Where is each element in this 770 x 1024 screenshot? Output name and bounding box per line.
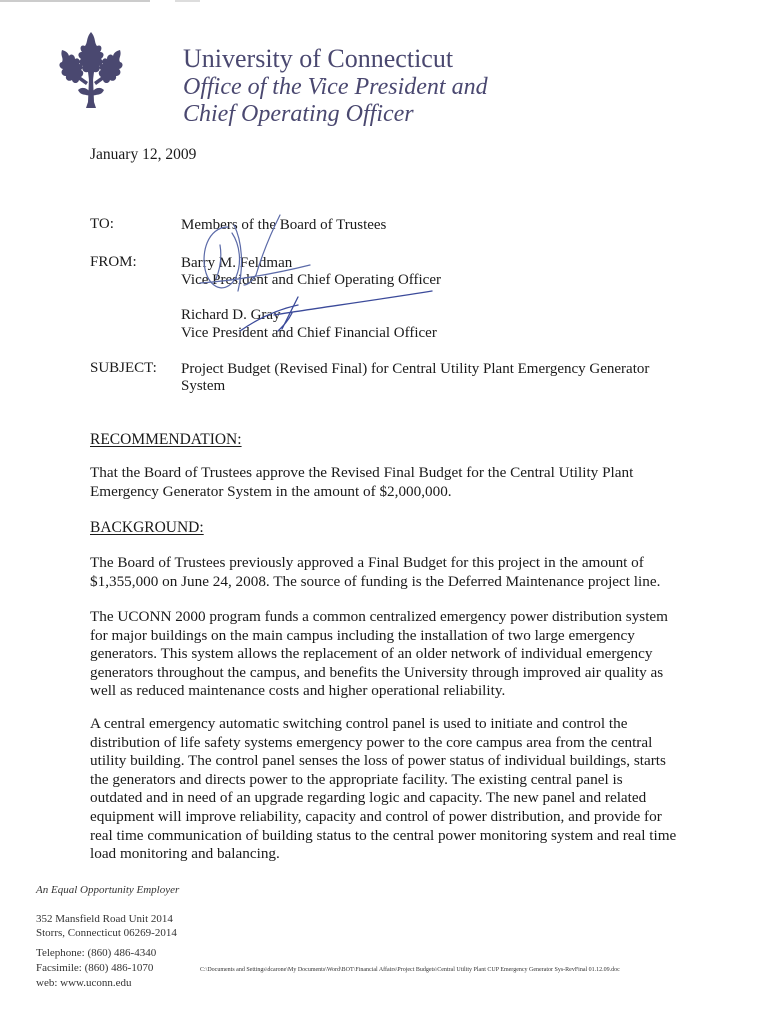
- from-name-2: Richard D. Gray: [181, 307, 281, 323]
- paragraph-line: The UCONN 2000 program funds a common centralized emergency power distribution system: [90, 608, 668, 625]
- paragraph-line: the generators and directs power to the appropriate facility. The existing central panel is: [90, 770, 623, 788]
- letterhead: [183, 44, 488, 128]
- paragraph-line: load monitoring and balancing.: [90, 845, 280, 863]
- subject-line-1: Project Budget (Revised Final) for Central Utility Plant Emergency Generator: [181, 361, 650, 377]
- address-line-2: Storrs, Connecticut 06269-2014: [36, 927, 177, 939]
- paragraph-line: well as reduced maintenance costs and higher operational reliability.: [90, 682, 506, 700]
- from-title-2: Vice President and Chief Financial Officer: [181, 325, 437, 341]
- background-heading: BACKGROUND:: [90, 519, 204, 536]
- memo-date: January 12, 2009: [90, 146, 197, 163]
- website: web: www.uconn.edu: [36, 977, 132, 989]
- from-label: FROM:: [90, 254, 137, 270]
- office-name-line2: Chief Operating Officer: [183, 101, 414, 127]
- equal-opportunity-tagline: An Equal Opportunity Employer: [36, 884, 180, 896]
- paragraph-line: Emergency Generator System in the amount of $2,000,000.: [90, 482, 452, 500]
- paragraph-line: $1,355,000 on June 24, 2008. The source of funding is the Deferred Maintenance project line.: [90, 572, 661, 590]
- address-line-1: 352 Mansfield Road Unit 2014: [36, 913, 173, 925]
- recommendation-heading: RECOMMENDATION:: [90, 431, 242, 448]
- paragraph-line: generators. This system allows the replacement of an older network of individual emergency: [90, 645, 653, 663]
- from-title-1: Vice President and Chief Operating Officer: [181, 272, 441, 288]
- subject-label: SUBJECT:: [90, 360, 157, 376]
- recommendation-paragraph: [90, 464, 690, 501]
- background-paragraph-3: [90, 715, 690, 864]
- paragraph-line: for major buildings on the main campus including the installation of two large emergency: [90, 626, 635, 644]
- paragraph-line: outdated and in need of an upgrade regarding logic and capacity. The new panel and related: [90, 789, 647, 807]
- telephone: Telephone: (860) 486-4340: [36, 947, 157, 959]
- university-name: University of Connecticut: [183, 44, 454, 73]
- scan-edge: [0, 0, 770, 3]
- paragraph-line: A central emergency automatic switching control panel is used to initiate and control the: [90, 715, 628, 732]
- to-label: TO:: [90, 216, 114, 232]
- document-file-path: C:\Documents and Settings\dcarone\My Documents\Word\BOT\Financial Affairs\Project Budgets\Central Utility Plant CUP Emergency Generator Sys-RevFinal 01.12.09.doc: [200, 967, 620, 973]
- paragraph-line: equipment will improve reliability, capacity and control of power distribution, and provide for: [90, 807, 662, 825]
- paragraph-line: That the Board of Trustees approve the Revised Final Budget for the Central Utility Plant: [90, 464, 634, 481]
- paragraph-line: generators throughout the campus, and benefits the University through improved air quality as: [90, 663, 664, 681]
- paragraph-line: The Board of Trustees previously approved a Final Budget for this project in the amount of: [90, 554, 644, 571]
- facsimile: Facsimile: (860) 486-1070: [36, 962, 154, 974]
- background-paragraph-1: [90, 554, 690, 591]
- uconn-oak-leaf-logo: [48, 28, 134, 114]
- from-name-1: Barry M. Feldman: [181, 255, 293, 271]
- paragraph-line: utility building. The control panel senses the loss of power status of individual buildings, starts: [90, 752, 666, 770]
- office-name-line1: Office of the Vice President and: [183, 74, 488, 100]
- subject-line-2: System: [181, 378, 226, 394]
- paragraph-line: real time communication of building status to the central power monitoring system and real time: [90, 826, 677, 844]
- background-paragraph-2: [90, 608, 690, 701]
- to-value: Members of the Board of Trustees: [181, 217, 387, 233]
- paragraph-line: distribution of life safety systems emergency power to the core campus area from the central: [90, 733, 653, 751]
